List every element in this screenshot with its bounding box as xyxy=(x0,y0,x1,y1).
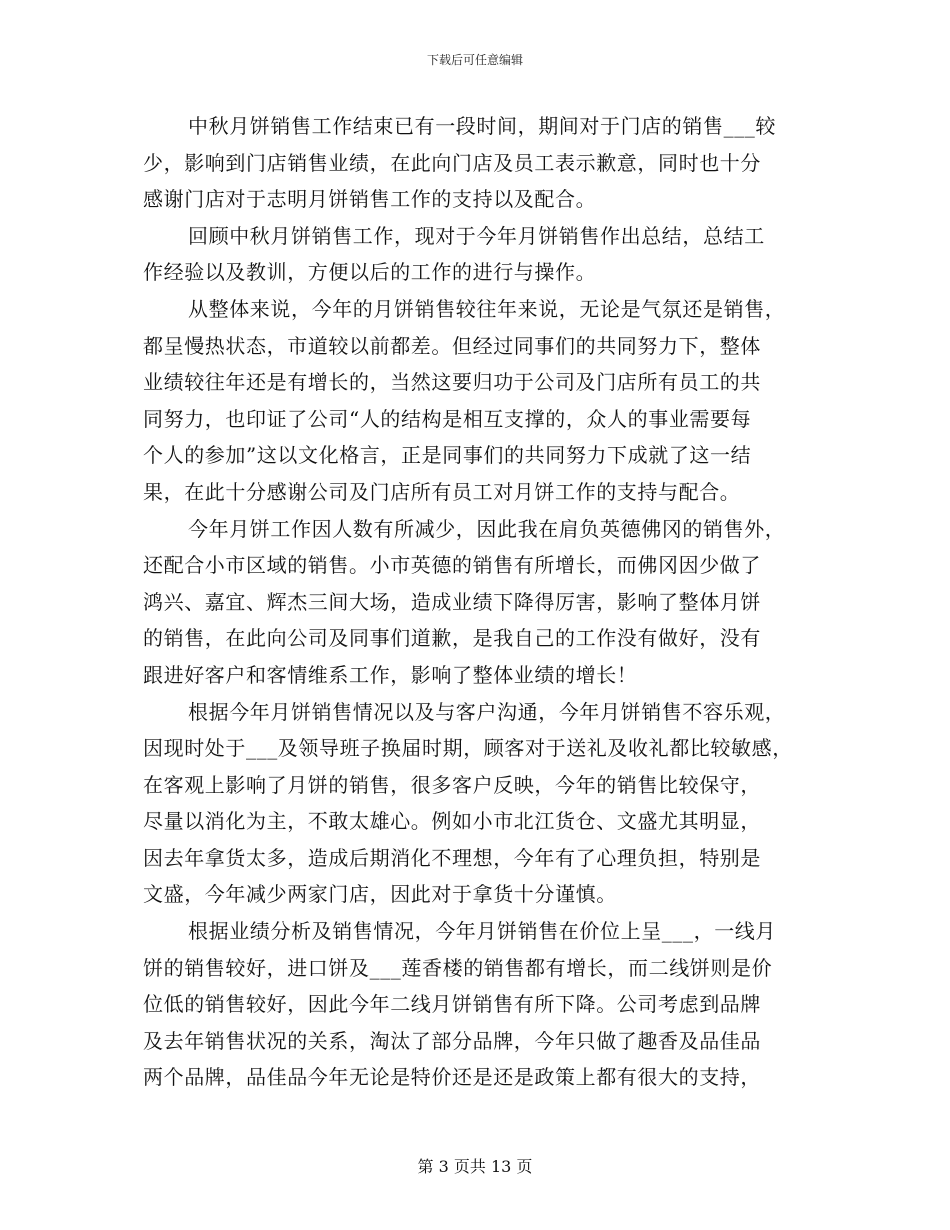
page-header: 下载后可任意编辑 xyxy=(426,53,523,67)
text-line: 的销售，在此向公司及同事们道歉，是我自己的工作没有做好，没有 xyxy=(143,626,761,651)
text-line: 回顾中秋月饼销售工作，现对于今年月饼销售作出总结，总结工 xyxy=(188,223,765,248)
text-line: 位低的销售较好，因此今年二线月饼销售有所下降。公司考虑到品牌 xyxy=(143,992,761,1017)
text-line: 感谢门店对于志明月饼销售工作的支持以及配合。 xyxy=(143,187,597,212)
text-line: 鸿兴、嘉宜、辉杰三间大场，造成业绩下降得厉害，影响了整体月饼 xyxy=(143,589,761,614)
text-line: 今年月饼工作因人数有所减少，因此我在肩负英德佛冈的销售外， xyxy=(188,516,786,541)
text-line: 少，影响到门店销售业绩，在此向门店及员工表示歉意，同时也十分 xyxy=(143,150,761,175)
document-body xyxy=(143,108,823,1096)
text-line: 饼的销售较好，进口饼及___莲香楼的销售都有增长，而二线饼则是价 xyxy=(143,955,773,980)
text-line: 因去年拿货太多，造成后期消化不理想，今年有了心理负担，特别是 xyxy=(143,845,761,870)
text-line: 文盛，今年减少两家门店，因此对于拿货十分谨慎。 xyxy=(143,882,617,907)
text-line: 个人的参加”这以文化格言，正是同事们的共同努力下成就了这一结 xyxy=(143,443,752,468)
text-line: 从整体来说，今年的月饼销售较往年来说，无论是气氛还是销售， xyxy=(188,296,786,321)
text-line: 中秋月饼销售工作结束已有一段时间，期间对于门店的销售___较 xyxy=(188,114,776,138)
text-line: 果，在此十分感谢公司及门店所有员工对月饼工作的支持与配合。 xyxy=(143,479,741,504)
text-line: 在客观上影响了月饼的销售，很多客户反映，今年的销售比较保守， xyxy=(143,772,761,797)
text-line: 都呈慢热状态，市道较以前都差。但经过同事们的共同努力下，整体 xyxy=(143,333,761,358)
text-line: 及去年销售状况的关系，淘汰了部分品牌，今年只做了趣香及品佳品 xyxy=(143,1028,761,1053)
text-line: 因现时处于___及领导班子换届时期，顾客对于送礼及收礼都比较敏感， xyxy=(143,736,793,761)
text-line: 两个品牌，品佳品今年无论是特价还是还是政策上都有很大的支持， xyxy=(143,1065,761,1090)
text-line: 还配合小市区域的销售。小市英德的销售有所增长，而佛冈因少做了 xyxy=(143,553,761,578)
text-line: 根据业绩分析及销售情况，今年月饼销售在价位上呈___，一线月 xyxy=(188,919,776,944)
text-line: 业绩较往年还是有增长的，当然这要归功于公司及门店所有员工的共 xyxy=(143,370,761,395)
text-line: 根据今年月饼销售情况以及与客户沟通，今年月饼销售不容乐观， xyxy=(188,699,786,724)
text-line: 同努力，也印证了公司“人的结构是相互支撑的，众人的事业需要每 xyxy=(143,406,752,431)
text-line: 尽量以消化为主，不敢太雄心。例如小市北江货仓、文盛尤其明显， xyxy=(143,809,761,834)
text-line: 作经验以及教训，方便以后的工作的进行与操作。 xyxy=(143,260,597,285)
text-line: 跟进好客户和客情维系工作，影响了整体业绩的增长！ xyxy=(143,662,638,687)
page-number-footer: 第 3 页共 13 页 xyxy=(417,1157,533,1176)
